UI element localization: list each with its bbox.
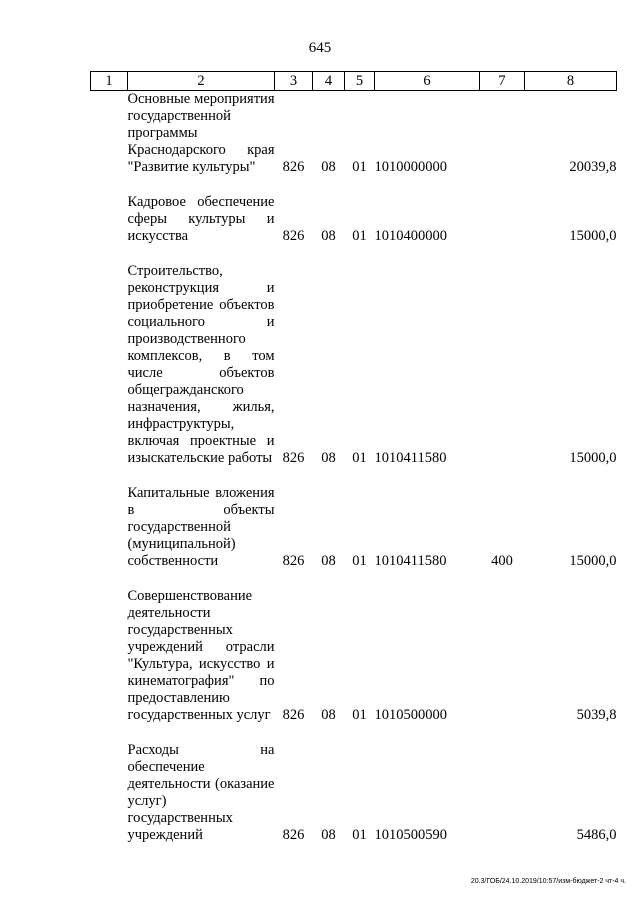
row-ved: 826 xyxy=(282,827,305,843)
row-name: Капитальные вложения в объекты государственной (муниципальной) собственности xyxy=(127,485,275,569)
row-pr: 01 xyxy=(352,228,367,244)
row-sum: 15000,0 xyxy=(569,450,617,466)
table-row xyxy=(91,742,617,844)
table-row xyxy=(91,91,617,177)
row-rz: 08 xyxy=(321,553,336,569)
row-name: Совершенствование деятельности государственных учреждений отрасли "Культура, искусство и кинематография" по предоставлению государственных услуг xyxy=(127,588,275,723)
table-row xyxy=(91,194,617,245)
row-name: Основные мероприятия государственной программы Краснодарского края "Развитие культуры" xyxy=(127,91,275,175)
table-row xyxy=(91,485,617,570)
row-ved: 826 xyxy=(282,159,305,175)
header-cell-4: 4 xyxy=(313,72,345,91)
row-ved: 826 xyxy=(282,228,305,244)
row-ved: 826 xyxy=(282,450,305,466)
table-row xyxy=(91,588,617,724)
row-name: Расходы на обеспечение деятельности (оказание услуг) государственных учреждений xyxy=(127,742,275,843)
header-cell-2: 2 xyxy=(128,72,275,91)
header-cell-5: 5 xyxy=(345,72,375,91)
row-pr: 01 xyxy=(352,450,367,466)
row-sum: 15000,0 xyxy=(569,553,617,569)
row-vr xyxy=(480,588,525,724)
row-csr: 1010411580 xyxy=(374,553,447,569)
row-name: Кадровое обеспечение сферы культуры и искусства xyxy=(127,194,275,244)
row-pr: 01 xyxy=(352,707,367,723)
row-rz: 08 xyxy=(321,707,336,723)
row-ved: 826 xyxy=(282,553,305,569)
row-csr: 1010000000 xyxy=(374,159,447,175)
row-vr xyxy=(480,742,525,844)
header-cell-3: 3 xyxy=(275,72,313,91)
header-cell-1: 1 xyxy=(91,72,128,91)
row-vr xyxy=(480,263,525,467)
row-name: Строительство, реконструкция и приобретение объектов социального и производственного комплексов, в том числе объектов общегражданского назначения, жилья, инфраструктуры, включая проектные и изыскательские работы xyxy=(127,263,275,466)
row-vr: 400 xyxy=(491,553,513,569)
budget-table xyxy=(90,71,617,844)
row-pr: 01 xyxy=(352,159,367,175)
header-row xyxy=(91,72,617,91)
row-sum: 5039,8 xyxy=(576,707,617,723)
row-pr: 01 xyxy=(352,827,367,843)
row-sum: 20039,8 xyxy=(569,159,617,175)
row-rz: 08 xyxy=(321,827,336,843)
header-cell-7: 7 xyxy=(480,72,525,91)
row-pr: 01 xyxy=(352,553,367,569)
row-rz: 08 xyxy=(321,228,336,244)
header-cell-6: 6 xyxy=(375,72,480,91)
row-rz: 08 xyxy=(321,450,336,466)
row-rz: 08 xyxy=(321,159,336,175)
row-csr: 1010500000 xyxy=(374,707,447,723)
row-csr: 1010400000 xyxy=(374,228,447,244)
row-sum: 15000,0 xyxy=(569,228,617,244)
page-number: 645 xyxy=(308,40,332,56)
row-csr: 1010500590 xyxy=(374,827,447,843)
row-sum: 5486,0 xyxy=(576,827,617,843)
row-csr: 1010411580 xyxy=(374,450,447,466)
footer-stamp: 20.3/ГОБ/24.10.2019/10:57/изм-бюджет-2 чт-4 ч. xyxy=(470,878,626,885)
row-vr xyxy=(480,194,525,245)
row-vr xyxy=(480,91,525,177)
header-cell-8: 8 xyxy=(525,72,617,91)
row-ved: 826 xyxy=(282,707,305,723)
table-row xyxy=(91,263,617,467)
